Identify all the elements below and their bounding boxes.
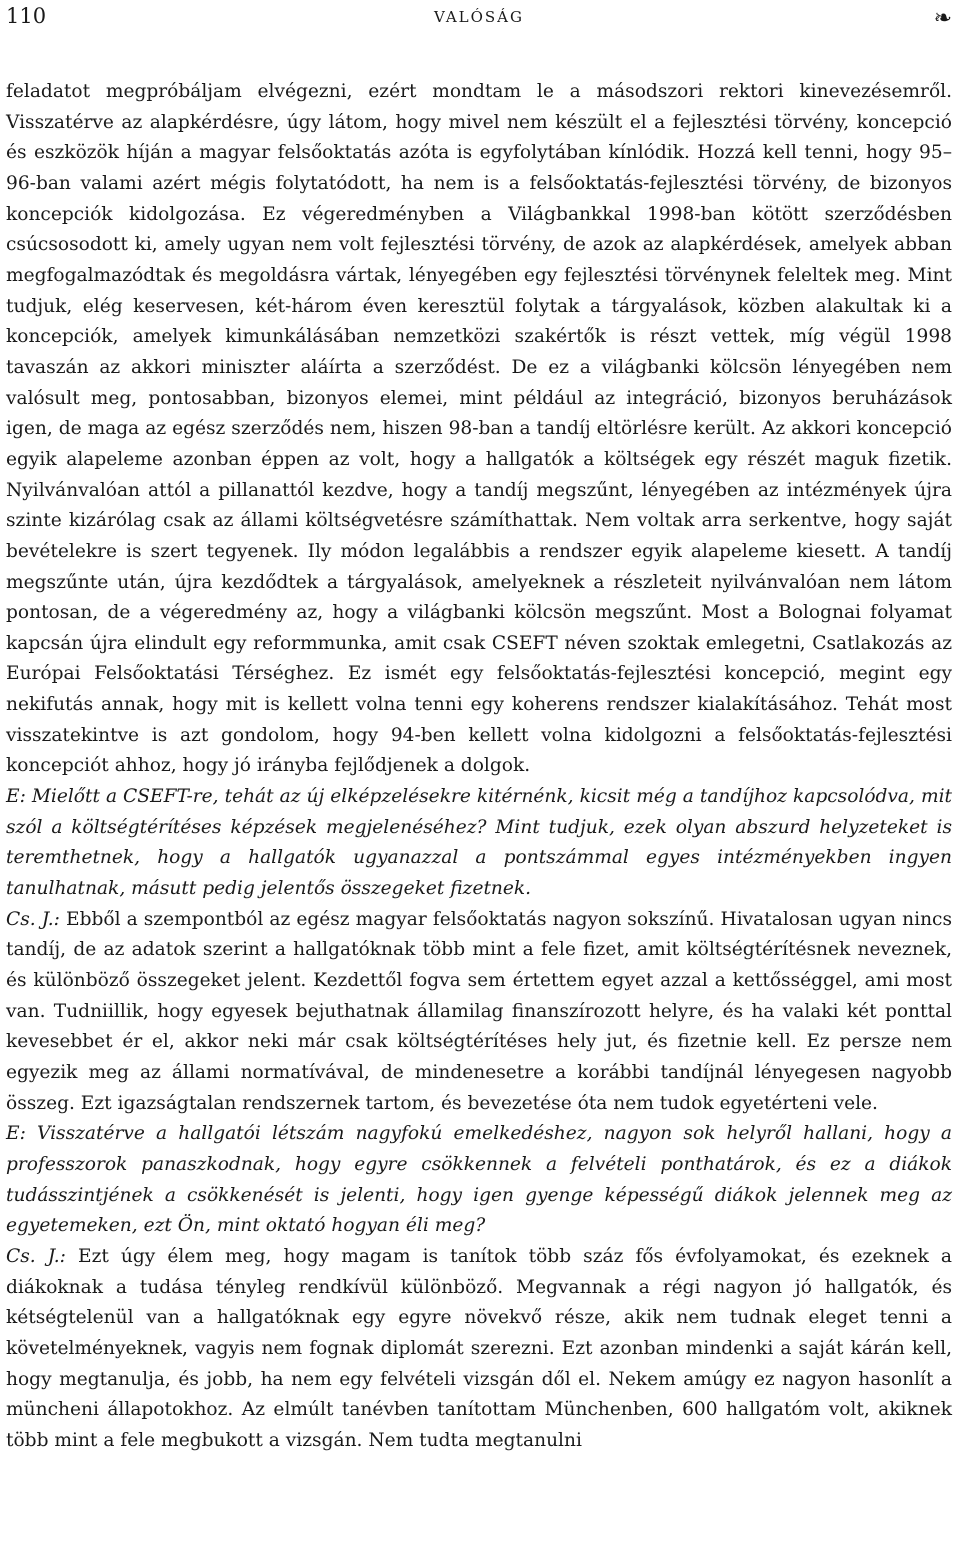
answer-paragraph: feladatot megpróbáljam elvégezni, ezért mondtam le a másodszori rektori kinevezésemről. Visszatérve az alapkérdésre, úgy látom, hogy mivel nem készült el a fejlesztési törvény, koncepció és eszközök híján a magyar felsőoktatás azóta is egyfolytában kínlódik. Hozzá kell tenni, hogy 95–96-ban valami azért mégis folytatódott, ha nem is a felsőoktatás-fejlesztési törvény, de bizonyos koncepciók kidolgozása. Ez végeredményben a Világbankkal 1998-ban kötött szerződésben csúcsosodott ki, amely ugyan nem volt fejlesztési törvény, de azok az alapkérdések, amelyek abban megfogalmazódtak és megoldásra vártak, lényegében egy fejlesztési törvénynek feleltek meg. Mint tudjuk, elég keservesen, két-három éven keresztül folytak a tárgyalások, közben alakultak ki a koncepciók, amelyek kimunkálásában nemzetközi szakértők is részt vettek, míg végül 1998 tavaszán az akkori miniszter aláírta a szerződést. De ez a világbanki kölcsön lényegében nem valósult meg, pontosabban, bizonyos elemei, mint például az integráció, bizonyos beruházások igen, de maga az egész szerződés nem, hiszen 98-ban a tandíj eltörlésre került. Az akkori koncepció egyik alapeleme azonban éppen az volt, hogy a hallgatók a költségek egy részét maguk fizetik. Nyilvánvalóan attól a pillanattól kezdve, hogy a tandíj megszűnt, lényegében az intézmények újra szinte kizárólag csak az állami költségvetésre számíthattak. Nem voltak arra serkentve, hogy saját bevételekre is szert tegyenek. Ily módon legalábbis a rendszer egyik alapeleme kiesett. A tandíj megszűnte után, újra kezdődtek a tárgyalások, amelyeknek a részleteit nyilvánvalóan nem látom pontosan, de a végeredmény az, hogy a világbanki kölcsön megszűnt. Most a Bolognai folyamat kapcsán újra elindult egy reformmunka, amit csak CSEFT néven szoktak emlegetni, Csatlakozás az Európai Felsőoktatási Térséghez. Ez ismét egy felsőoktatás-fejlesztési koncepció, megint egy nekifutás annak, hogy mit is kellett volna tenni egy koherens rendszer kialakításához. Tehát most visszatekintve is azt gondolom, hogy 94-ben kellett volna kidolgozni a felsőoktatás-fejlesztési koncepciót ahhoz, hogy jó irányba fejlődjenek a dolgok. [6, 81, 952, 777]
article-body [6, 77, 952, 1457]
answer-paragraph: Cs. J.: Ezt úgy élem meg, hogy magam is tanítok több száz fős évfolyamokat, és ezeknek a diákoknak a tudása tényleg rendkívül különböző. Megvannak a régi nagyon jó hallgatók, és kétségtelenül van a hallgatóknak egy egyre növekvő része, akik nem tudnak eleget tenni a követelményeknek, vagyis nem fognak diplomát szerezni. Ezt azonban mindenki a saját kárán kell, hogy megtanulja, és jobb, ha nem egy felvételi vizsgán dől el. Nekem amúgy ez nagyon hasonlít a müncheni állapotokhoz. Az elmúlt tanévben tanítottam Münchenben, 600 hallgatóm volt, akiknek több mint a fele megbukott a vizsgán. Nem tudta megtanulni [6, 1245, 952, 1451]
page-header [6, 4, 952, 34]
leaf-ornament-icon: ❧ [933, 6, 952, 31]
page-number: 110 [6, 4, 47, 28]
interviewer-question: E: Mielőtt a CSEFT-re, tehát az új elképzelésekre kitérnénk, kicsit még a tandíjhoz kapcsolódva, mit szól a költségtérítéses képzések megjelenéséhez? Mint tudjuk, ezek olyan abszurd helyzeteket is teremthetnek, hogy a hallgatók ugyanazzal a pontszámmal egyes intézményekben ingyen tanulhatnak, másutt pedig jelentős összegeket fizetnek. [6, 786, 952, 900]
document-page [6, 0, 952, 1546]
speaker-label: Cs. J.: [6, 908, 60, 930]
running-title: VALÓSÁG [434, 8, 524, 26]
interviewer-question: E: Visszatérve a hallgatói létszám nagyfokú emelkedéshez, nagyon sok helyről hallani, hogy a professzorok panaszkodnak, hogy egyre csökkennek a felvételi ponthatárok, és ez a diákok tudásszintjének a csökkenését is jelenti, hogy igen gyenge képességű diákok jelennek meg az egyetemeken, ezt Ön, mint oktató hogyan éli meg? [6, 1123, 952, 1237]
answer-paragraph: Cs. J.: Ebből a szempontból az egész magyar felsőoktatás nagyon sokszínű. Hivatalosan ugyan nincs tandíj, de az adatok szerint a hallgatóknak több mint a fele fizet, amit költségtérítésnek neveznek, és különböző összegeket jelent. Kezdettől fogva sem értettem egyet azzal a kettősséggel, ami most van. Tudniillik, hogy egyesek bejuthatnak államilag finanszírozott helyre, és ha valaki két ponttal kevesebbet ér el, akkor neki már csak költségtérítéses hely jut, és fizetnie kell. Ez persze nem egyezik meg az állami normatívával, de mindenesetre a korábbi tandíjnál lényegesen nagyobb összeg. Ezt igazságtalan rendszernek tartom, és bevezetése óta nem tudok egyetérteni vele. [6, 908, 952, 1114]
speaker-label: Cs. J.: [6, 1245, 66, 1267]
